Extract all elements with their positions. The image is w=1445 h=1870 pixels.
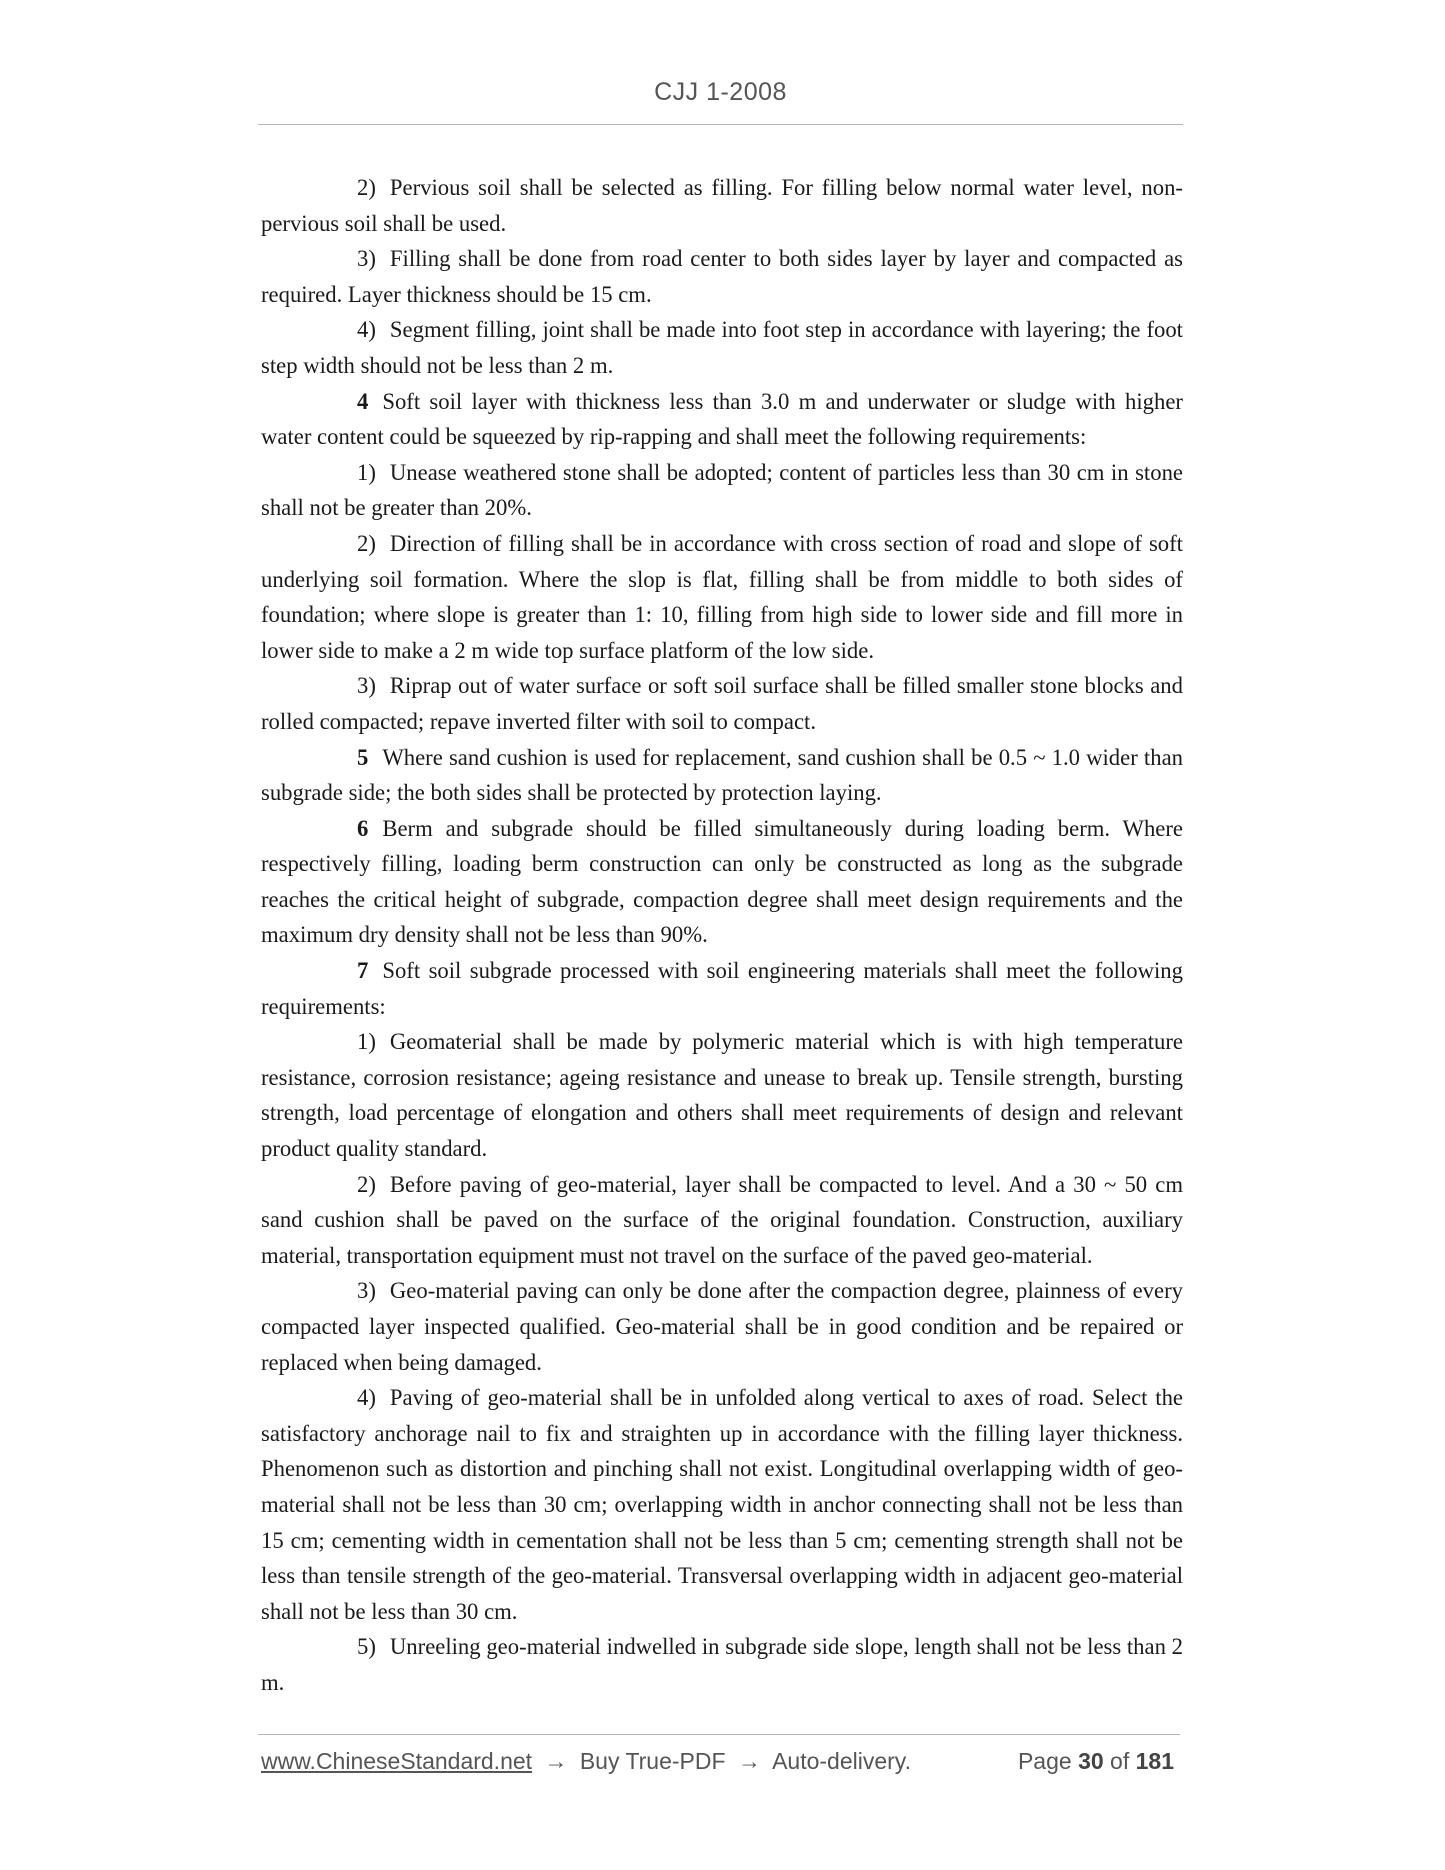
list-item: 4) Paving of geo-material shall be in unfolded along vertical to axes of road. Select the satisfactory anchorage nail to fix and straighten up in accordance with the filling layer thickness. Phenomenon such as distortion and pinching shall not exist. Longitudinal overlapping width of geo-material shall not be less than 30 cm; overlapping width in anchor connecting shall not be less than 15 cm; cementing width in cementation shall not be less than 5 cm; cementing strength shall not be less than tensile strength of the geo-material. Transversal overlapping width in adjacent geo-material shall not be less than 30 cm. xyxy=(261,1385,1183,1624)
website-link[interactable]: www.ChineseStandard.net xyxy=(261,1748,533,1774)
clause: 4 Soft soil layer with thickness less than 3.0 m and underwater or sludge with higher water content could be squeezed by rip-rapping and shall meet the following requirements: xyxy=(261,388,1183,450)
list-item: 3) Riprap out of water surface or soft soil surface shall be filled smaller stone blocks and rolled compacted; repave inverted filter with soil to compact. xyxy=(261,673,1183,734)
list-item: 2) Pervious soil shall be selected as filling. For filling below normal water level, non-pervious soil shall be used. xyxy=(261,175,1183,236)
page-label: Page xyxy=(1017,1748,1072,1774)
clause: 5 Where sand cushion is used for replacement, sand cushion shall be 0.5 ~ 1.0 wider than subgrade side; the both sides shall be protected by protection laying. xyxy=(261,744,1183,806)
arrow-right-icon: → xyxy=(544,1748,568,1774)
list-item: 4) Segment filling, joint shall be made into foot step in accordance with layering; the foot step width should not be less than 2 m. xyxy=(261,317,1183,378)
document-body xyxy=(261,170,1183,1701)
clause: 6 Berm and subgrade should be filled simultaneously during loading berm. Where respectively filling, loading berm construction can only be constructed as long as the subgrade reaches the critical height of subgrade, compaction degree shall meet design requirements and the maximum dry density shall not be less than 90%. xyxy=(261,815,1183,948)
list-item: 3) Geo-material paving can only be done after the compaction degree, plainness of every compacted layer inspected qualified. Geo-material shall be in good condition and be repaired or replaced when being damaged. xyxy=(261,1278,1183,1375)
footer-divider xyxy=(258,1734,1180,1735)
list-item: 1) Geomaterial shall be made by polymeric material which is with high temperature resistance, corrosion resistance; ageing resistance and unease to break up. Tensile strength, bursting strength, load percentage of elongation and others shall meet requirements of design and relevant product quality standard. xyxy=(261,1029,1183,1162)
list-item: 2) Direction of filling shall be in accordance with cross section of road and slope of soft underlying soil formation. Where the slop is flat, filling shall be from middle to both sides of foundation; where slope is greater than 1: 10, filling from high side to lower side and fill more in lower side to make a 2 m wide top surface platform of the low side. xyxy=(261,530,1183,663)
page-indicator xyxy=(1018,1748,1174,1775)
document-code: CJJ 1-2008 xyxy=(654,78,787,106)
clause: 7 Soft soil subgrade processed with soil engineering materials shall meet the following requirements: xyxy=(261,958,1183,1019)
page-footer xyxy=(261,1748,1183,1775)
arrow-right-icon: → xyxy=(737,1748,761,1774)
list-item: 5) Unreeling geo-material indwelled in subgrade side slope, length shall not be less than 2 m. xyxy=(261,1634,1183,1695)
page-header xyxy=(258,78,1183,107)
auto-delivery-text: Auto-delivery. xyxy=(772,1748,911,1774)
list-item: 3) Filling shall be done from road center to both sides layer by layer and compacted as required. Layer thickness should be 15 cm. xyxy=(261,246,1183,307)
buy-pdf-link[interactable]: Buy True-PDF xyxy=(579,1748,726,1774)
header-divider xyxy=(258,124,1183,125)
list-item: 1) Unease weathered stone shall be adopted; content of particles less than 30 cm in stone shall not be greater than 20%. xyxy=(261,459,1183,521)
list-item: 2) Before paving of geo-material, layer shall be compacted to level. And a 30 ~ 50 cm sand cushion shall be paved on the surface of the original foundation. Construction, auxiliary material, transportation equipment must not travel on the surface of the paved geo-material. xyxy=(261,1171,1183,1268)
of-label: of xyxy=(1110,1748,1130,1774)
total-pages: 181 xyxy=(1135,1748,1174,1774)
page-number: 30 xyxy=(1078,1748,1104,1774)
